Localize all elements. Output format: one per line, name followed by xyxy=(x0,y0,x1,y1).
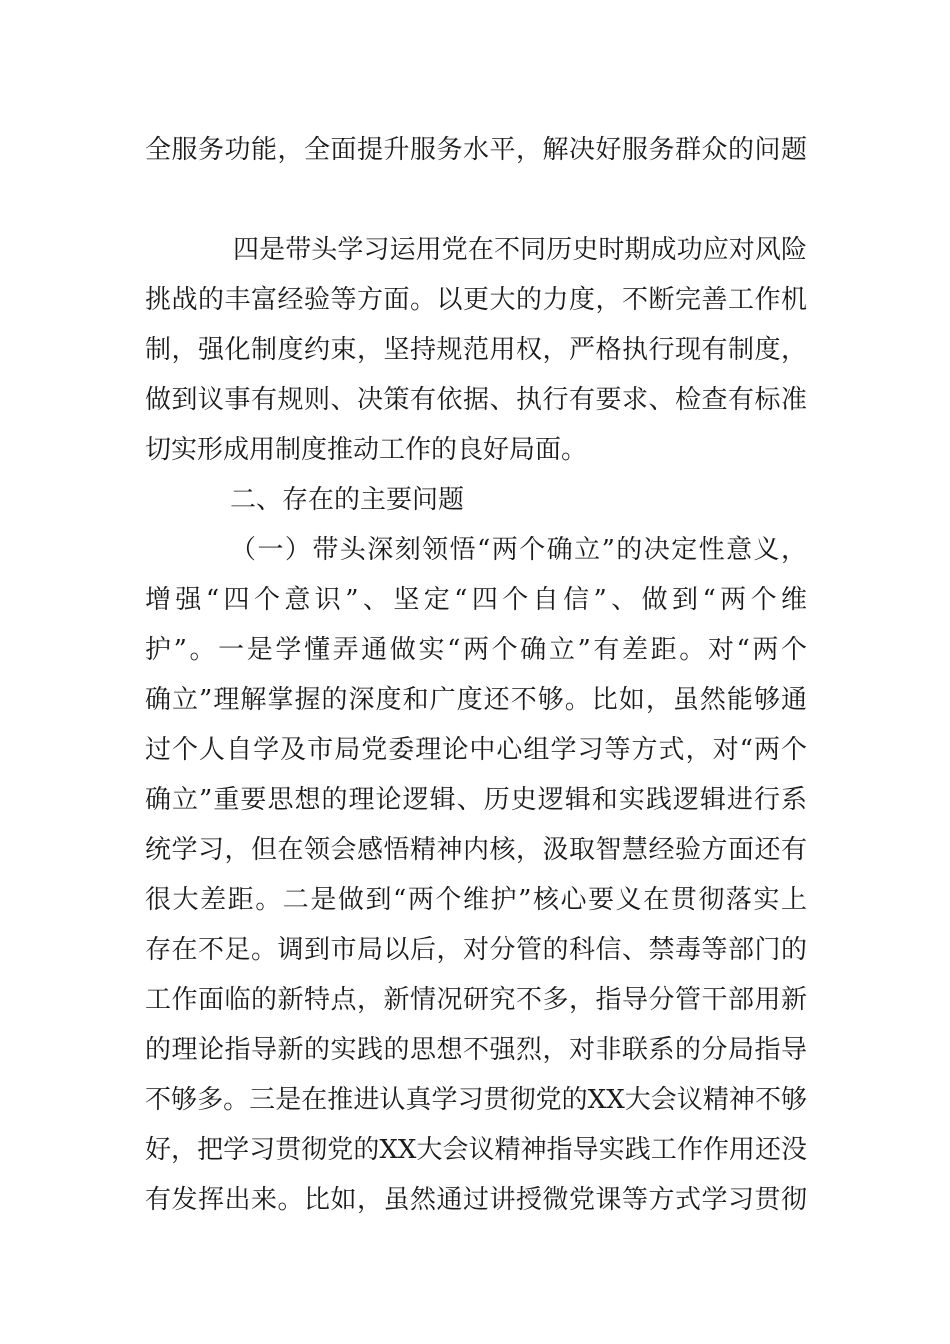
paragraph-line: 全服务功能，全面提升服务水平，解决好服务群众的问题 xyxy=(145,135,807,165)
paragraph-line: 确立”重要思想的理论逻辑、历史逻辑和实践逻辑进行系 xyxy=(145,785,807,815)
paragraph-line: 确立”理解掌握的深度和广度还不够。比如，虽然能够通 xyxy=(145,685,807,715)
paragraph-line: 挑战的丰富经验等方面。以更大的力度，不断完善工作机 xyxy=(145,285,807,315)
paragraph-line: 做到议事有规则、决策有依据、执行有要求、检查有标准 xyxy=(145,385,807,415)
paragraph-line: 制，强化制度约束，坚持规范用权，严格执行现有制度， xyxy=(145,335,807,365)
paragraph-line: 护”。一是学懂弄通做实“两个确立”有差距。对“两个 xyxy=(145,635,807,665)
paragraph-line: 切实形成用制度推动工作的良好局面。 xyxy=(145,435,588,465)
paragraph-line: 的理论指导新的实践的思想不强烈，对非联系的分局指导 xyxy=(145,1035,807,1065)
paragraph-line: 很大差距。二是做到“两个维护”核心要义在贯彻落实上 xyxy=(145,885,807,915)
paragraph-line: 不够多。三是在推进认真学习贯彻党的XX大会议精神不够 xyxy=(145,1085,807,1115)
paragraph-line: 过个人自学及市局党委理论中心组学习等方式，对“两个 xyxy=(145,735,807,765)
paragraph-line: （一）带头深刻领悟“两个确立”的决定性意义， xyxy=(230,535,807,565)
paragraph-line: 存在不足。调到市局以后，对分管的科信、禁毒等部门的 xyxy=(145,935,807,965)
paragraph-line: 四是带头学习运用党在不同历史时期成功应对风险 xyxy=(233,235,807,265)
paragraph-line: 有发挥出来。比如，虽然通过讲授微党课等方式学习贯彻 xyxy=(145,1185,807,1215)
paragraph-line: 好，把学习贯彻党的XX大会议精神指导实践工作作用还没 xyxy=(145,1135,807,1165)
paragraph-line: 增强“四个意识”、坚定“四个自信”、做到“两个维 xyxy=(145,585,807,615)
section-heading: 二、存在的主要问题 xyxy=(230,485,465,515)
paragraph-line: 工作面临的新特点，新情况研究不多，指导分管干部用新 xyxy=(145,985,807,1015)
paragraph-line: 统学习，但在领会感悟精神内核，汲取智慧经验方面还有 xyxy=(145,835,807,865)
